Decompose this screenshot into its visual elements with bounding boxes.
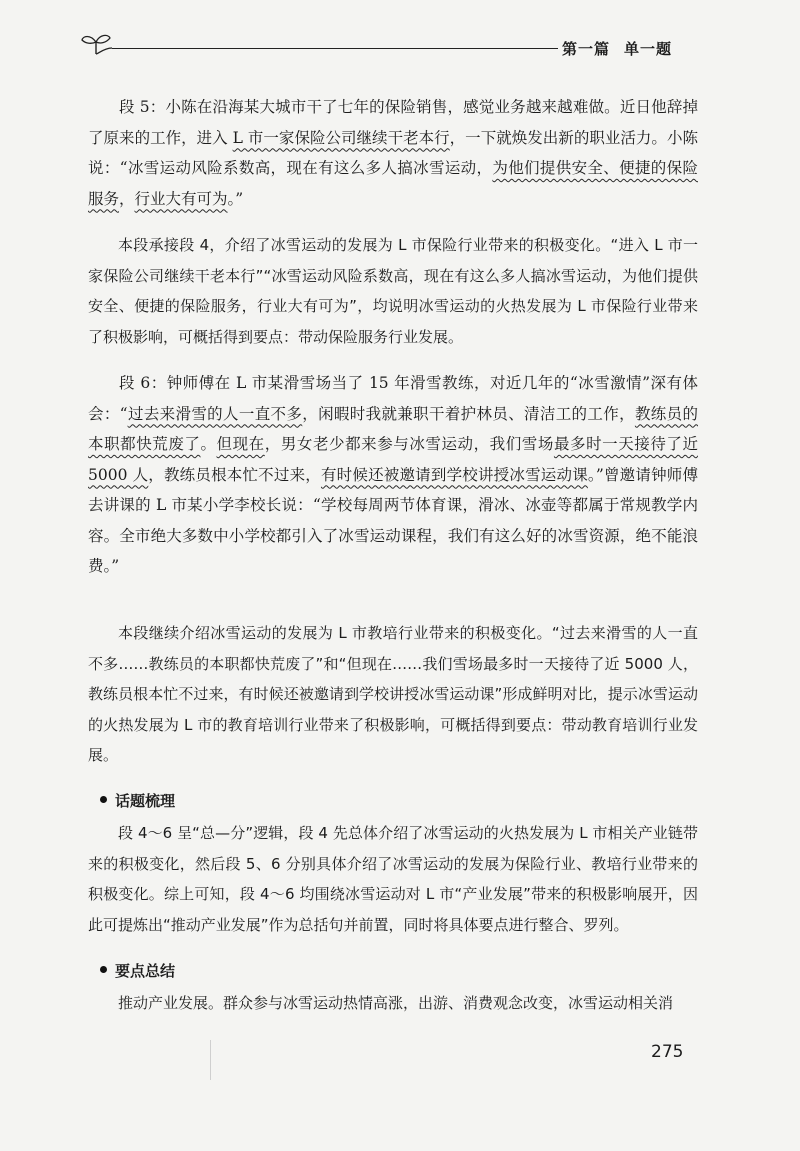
key-phrase: 为他们提供安全、便捷的保险服务 — [88, 159, 698, 208]
summary-paragraph: 推动产业发展。群众参与冰雪运动热情高涨，出游、消费观念改变，冰雪运动相关消 — [118, 994, 674, 1012]
header-part: 第一篇 — [562, 40, 611, 58]
page-number: 275 — [651, 1042, 684, 1062]
summary-heading: 要点总结 — [100, 960, 175, 981]
key-phrase: 过去来滑雪的人一直不多 — [127, 404, 303, 423]
source-paragraph-6: 段 6：钟师傅在 L 市某滑雪场当了 15 年滑雪教练，对近几年的“冰雪激情”深有体会：“过去来滑雪的人一直不多，闲暇时我就兼职干着护林员、清洁工的工作，教练员的本职都快荒废了。但现在，男女老少都来参与冰雪运动，我们雪场最多时一天接待了近 5000 人，教练员根本忙不过来，有时候还被邀请到学校讲授冰雪运动课。”曾邀请钟师傅去讲课的 L 市某小学李校长说：“学校每周两节体育课，滑冰、冰壶等都属于常规教学内容。全市绝大多数中小学校都引入了冰雪运动课程，我们有这么好的冰雪资源，绝不能浪费。” — [88, 374, 698, 575]
bullet-icon — [100, 796, 107, 803]
key-phrase: L 市一家保险公司继续干老本行 — [232, 128, 450, 147]
header-rule — [112, 48, 558, 49]
key-phrase: 但现在 — [216, 435, 265, 453]
source-paragraph-5: 段 5：小陈在沿海某大城市干了七年的保险销售，感觉业务越来越难做。近日他辞掉了原来的工作，进入 L 市一家保险公司继续干老本行，一下就焕发出新的职业活力。小陈说：“冰雪运动风险系数高，现在有这么多人搞冰雪运动，为他们提供安全、便捷的保险服务，行业大有可为。” — [88, 98, 698, 208]
sprout-icon — [80, 30, 112, 56]
key-phrase: 教练员的本职都快荒废了 — [88, 404, 698, 453]
scan-artifact-line — [210, 1040, 211, 1080]
key-phrase: 有时候还被邀请到学校讲授冰雪运动课 — [320, 465, 588, 484]
bullet-icon — [100, 966, 107, 973]
key-phrase: 最多时一天接待了近 5000 人 — [88, 435, 698, 484]
topic-paragraph: 段 4～6 呈“总—分”逻辑，段 4 先总体介绍了冰雪运动的火热发展为 L 市相关产业链带来的积极变化，然后段 5、6 分别具体介绍了冰雪运动的发展为保险行业、教培行业带来的积极变化。综上可知，段 4～6 均围绕冰雪运动对 L 市“产业发展”带来的积极影响展开，因此可提炼出“推动产业发展”作为总括句并前置，同时将具体要点进行整合、罗列。 — [88, 824, 698, 934]
topic-heading: 话题梳理 — [100, 790, 175, 811]
header-topic: 单一题 — [624, 40, 673, 58]
analysis-paragraph-6: 本段继续介绍冰雪运动的发展为 L 市教培行业带来的积极变化。“过去来滑雪的人一直不多……教练员的本职都快荒废了”和“但现在……我们雪场最多时一天接待了近 5000 人，教练员根本忙不过来，有时候还被邀请到学校讲授冰雪运动课”形成鲜明对比，提示冰雪运动的火热发展为 L 市的教育培训行业带来了积极影响，可概括得到要点：带动教育培训行业发展。 — [88, 624, 698, 764]
analysis-paragraph-5: 本段承接段 4，介绍了冰雪运动的发展为 L 市保险行业带来的积极变化。“进入 L 市一家保险公司继续干老本行”“冰雪运动风险系数高，现在有这么多人搞冰雪运动，为他们提供安全、便捷的保险服务，行业大有可为”，均说明冰雪运动的火热发展为 L 市保险行业带来了积极影响，可概括得到要点：带动保险服务行业发展。 — [88, 236, 698, 346]
key-phrase: 行业大有可为 — [134, 189, 228, 208]
running-header — [562, 38, 672, 59]
